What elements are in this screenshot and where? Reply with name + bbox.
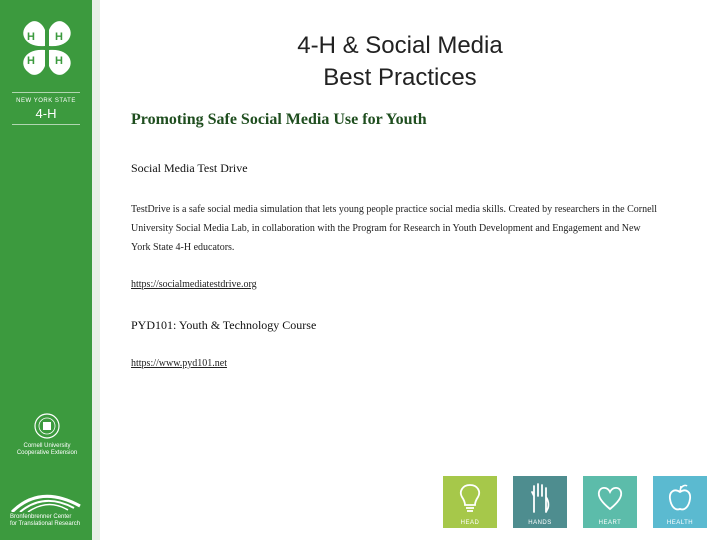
pyd101-link[interactable]: https://www.pyd101.net: [131, 358, 228, 369]
tile-health-label: HEALTH: [666, 520, 694, 526]
bctr-line2: for Translational Research: [10, 521, 81, 527]
tile-hands-label: HANDS: [528, 520, 552, 526]
org-state: NEW YORK STATE: [16, 98, 76, 104]
tile-heart-label: HEART: [598, 520, 622, 526]
tile-hands: [513, 476, 567, 528]
cornell-line1: Cornell University: [23, 443, 71, 449]
section-heading-pyd101: PYD101: Youth & Technology Course: [131, 318, 317, 332]
section-heading-test-drive: Social Media Test Drive: [131, 161, 248, 175]
test-drive-link[interactable]: https://socialmediatestdrive.org: [131, 279, 257, 290]
page-title: [230, 30, 570, 94]
svg-text:H: H: [55, 55, 63, 67]
svg-text:H: H: [55, 31, 63, 43]
title-line1: 4-H & Social Media: [297, 32, 503, 59]
tile-health: [653, 476, 707, 528]
sidebar-edge: [92, 0, 100, 540]
divider: [12, 92, 80, 93]
cornell-label: [6, 443, 88, 457]
tile-head-label: HEAD: [460, 520, 480, 526]
divider: [12, 124, 80, 125]
sidebar: [0, 0, 92, 540]
bctr-logo-icon: [10, 488, 82, 512]
subtitle: Promoting Safe Social Media Use for Youth: [131, 111, 427, 128]
four-h-clover-logo: [14, 16, 80, 80]
tile-head: [443, 476, 497, 528]
org-name: 4-H: [35, 106, 57, 121]
apple-icon: [666, 482, 694, 514]
title-line2: Best Practices: [323, 64, 477, 91]
bctr-line1: Bronfenbrenner Center: [10, 514, 72, 520]
svg-text:H: H: [27, 31, 35, 43]
svg-text:H: H: [27, 55, 35, 67]
bctr-label: [10, 514, 92, 528]
lightbulb-icon: [456, 482, 484, 514]
hand-icon: [526, 482, 554, 514]
tile-heart: [583, 476, 637, 528]
cornell-line2: Cooperative Extension: [16, 450, 78, 456]
heart-icon: [596, 482, 624, 514]
test-drive-description: TestDrive is a safe social media simulation that lets young people practice social media skills. Created by researchers in the Cornell University Social Media Lab, in collaboration with the Program for Research in Youth Development and Engagement and New York State 4-H educators.: [131, 204, 658, 253]
cornell-seal-icon: [34, 413, 60, 439]
